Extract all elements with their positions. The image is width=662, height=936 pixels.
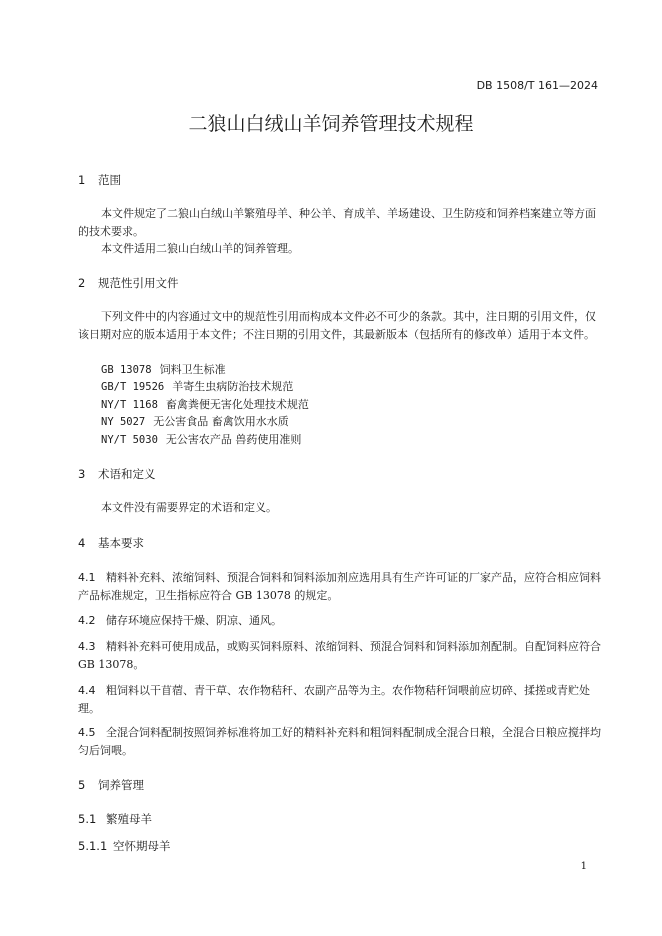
reference-code: GB 13078 (101, 364, 152, 376)
clause (78, 724, 602, 759)
paragraph: 下列文件中的内容通过文中的规范性引用而构成本文件必不可少的条款。其中，注日期的引用文件，仅该日期对应的版本适用于本文件；不注日期的引用文件，其最新版本（包括所有的修改单）适用于本文件。 (78, 310, 596, 341)
reference-title: 无公害农产品 兽药使用准则 (165, 433, 302, 446)
section-heading-feeding-management (78, 777, 144, 793)
clause-text: 粗饲料以干苜蓿、青干草、农作物秸秆、农副产品等为主。农作物秸秆饲喂前应切碎、揉搓或青贮处理。 (78, 684, 590, 715)
section-number: 3 (78, 467, 86, 481)
section-title: 术语和定义 (98, 467, 156, 481)
clause-text: 精料补充料可使用成品，或购买饲料原料、浓缩饲料、预混合饲料和饲料添加剂配制。自配饲料应符合 GB 13078。 (78, 640, 601, 671)
reference-title: 羊寄生虫病防治技术规范 (172, 380, 294, 393)
clause (78, 612, 602, 630)
clause-number: 4.3 (78, 640, 96, 653)
clause (78, 682, 602, 717)
section-title: 基本要求 (98, 536, 144, 550)
reference-item (101, 431, 301, 447)
subsection-title: 繁殖母羊 (106, 812, 152, 826)
subsection-heading-breeding-ewes (78, 811, 152, 827)
section-heading-scope (78, 172, 121, 188)
reference-item (101, 413, 289, 429)
reference-code: NY 5027 (101, 416, 146, 428)
page-number: 1 (580, 861, 587, 872)
clause-number: 4.1 (78, 571, 96, 584)
reference-code: NY/T 5030 (101, 434, 158, 446)
clause-text: 精料补充料、浓缩饲料、预混合饲料和饲料添加剂应选用具有生产许可证的厂家产品，应符合相应饲料产品标准规定，卫生指标应符合 GB 13078 的规定。 (78, 571, 601, 602)
subsection-number: 5.1.1 (78, 839, 108, 853)
subsection-heading-open-ewes (78, 838, 171, 854)
reference-item (101, 396, 309, 412)
paragraph: 本文件规定了二狼山白绒山羊繁殖母羊、种公羊、育成羊、羊场建设、卫生防疫和饲养档案建立等方面的技术要求。 (78, 207, 596, 238)
subsection-number: 5.1 (78, 812, 97, 826)
paragraph: 本文件没有需要界定的术语和定义。 (101, 501, 277, 514)
section-title: 饲养管理 (98, 778, 144, 792)
clause-number: 4.5 (78, 726, 96, 739)
clause-text: 储存环境应保持干燥、阴凉、通风。 (106, 614, 282, 627)
section-number: 4 (78, 536, 86, 550)
reference-title: 畜禽粪便无害化处理技术规范 (165, 398, 309, 411)
clause (78, 569, 602, 604)
paragraph: 本文件适用二狼山白绒山羊的饲养管理。 (101, 242, 299, 255)
section-heading-basic-requirements (78, 535, 144, 551)
reference-title: 无公害食品 畜禽饮用水水质 (153, 415, 289, 428)
subsection-title: 空怀期母羊 (113, 839, 171, 853)
reference-item (101, 378, 293, 394)
clause-number: 4.4 (78, 684, 96, 697)
clause (78, 638, 602, 673)
section-title: 范围 (98, 173, 121, 187)
clause-number: 4.2 (78, 614, 96, 627)
page-title: 二狼山白绒山羊饲养管理技术规程 (188, 113, 474, 135)
section-title: 规范性引用文件 (98, 276, 179, 290)
reference-title: 饲料卫生标准 (159, 363, 226, 376)
section-number: 1 (78, 173, 86, 187)
reference-code: GB/T 19526 (101, 381, 165, 393)
reference-item (101, 361, 226, 377)
section-heading-terms (78, 466, 156, 482)
section-number: 2 (78, 276, 86, 290)
clause-text: 全混合饲料配制按照饲养标准将加工好的精料补充料和粗饲料配制成全混合日粮，全混合日粮应搅拌均匀后饲喂。 (78, 726, 601, 757)
document-code: DB 1508/T 161—2024 (476, 79, 598, 92)
section-number: 5 (78, 778, 86, 792)
section-heading-normative-references (78, 275, 179, 291)
reference-code: NY/T 1168 (101, 399, 158, 411)
